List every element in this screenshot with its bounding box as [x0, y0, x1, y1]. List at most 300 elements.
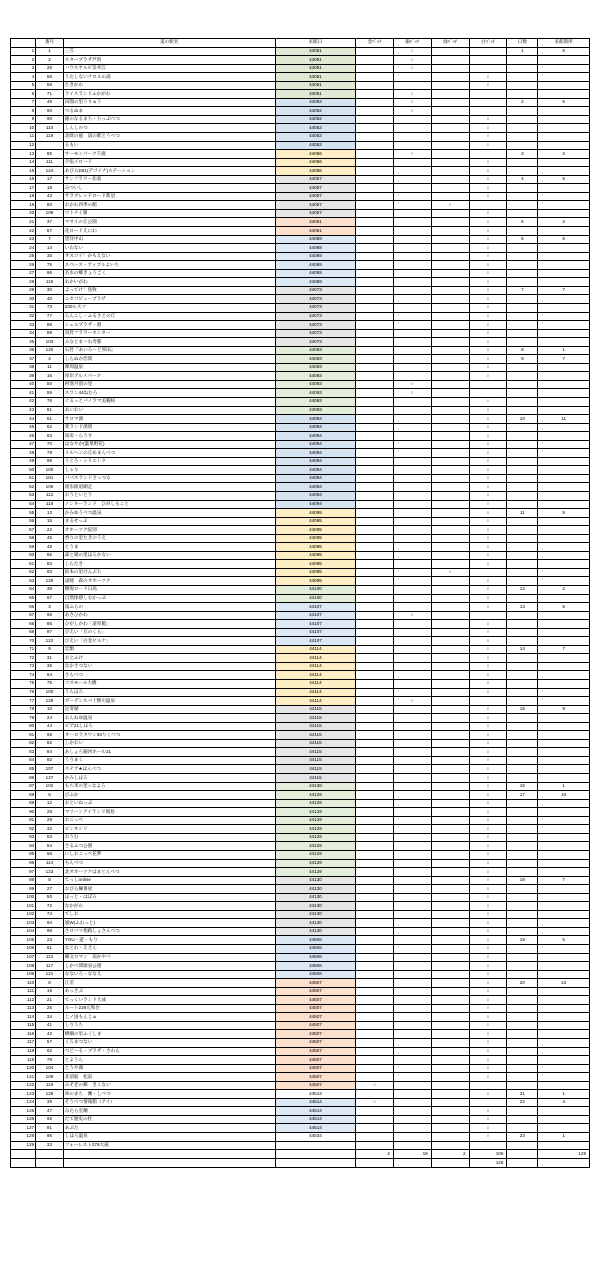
- station-number-cell: 73: [36, 303, 64, 312]
- grand-total-green-cell: [431, 1159, 469, 1168]
- green-badge-cell: [431, 252, 469, 261]
- station-number-cell: 127: [36, 774, 64, 783]
- visit-date-cell: 44094: [275, 474, 355, 483]
- row-number-cell: 68: [11, 620, 36, 629]
- visit-date-cell: 44052: [275, 98, 355, 107]
- visit-count-cell: 7: [538, 876, 590, 885]
- row-number-cell: 57: [11, 526, 36, 535]
- table-row: [11, 799, 590, 808]
- row-number-cell: 88: [11, 791, 36, 800]
- station-number-cell: 50: [36, 893, 64, 902]
- silver-badge-cell: [393, 244, 431, 253]
- gold-badge-cell: [356, 141, 394, 150]
- row-number-cell: 65: [11, 594, 36, 603]
- table-row: [11, 722, 590, 731]
- station-number-cell: 25: [36, 1004, 64, 1013]
- gold-badge-cell: [356, 714, 394, 723]
- silver-badge-cell: [393, 662, 431, 671]
- row-number-cell: 72: [11, 654, 36, 663]
- row-number-cell: 31: [11, 303, 36, 312]
- row-number-cell: 109: [11, 970, 36, 979]
- visit-count-cell: 4: [538, 1098, 590, 1107]
- station-name-cell: フォーレスト276大滝: [63, 1141, 275, 1150]
- table-row: [11, 902, 590, 911]
- table-row: [11, 876, 590, 885]
- station-name-cell: しらたき: [63, 560, 275, 569]
- totals-gold-cell: 2: [356, 1150, 394, 1159]
- station-number-cell: 16: [36, 372, 64, 381]
- day-count-cell: [507, 363, 538, 372]
- visit-date-cell: 44051: [275, 56, 355, 65]
- silver-badge-cell: [393, 568, 431, 577]
- green-badge-cell: [431, 1115, 469, 1124]
- visit-count-cell: [538, 124, 590, 133]
- green-badge-cell: [431, 47, 469, 56]
- gold-badge-cell: [356, 534, 394, 543]
- station-name-cell: あいおい: [63, 406, 275, 415]
- station-name-cell: マオイの丘公園: [63, 218, 275, 227]
- green-badge-cell: [431, 953, 469, 962]
- table-row: [11, 705, 590, 714]
- station-number-cell: 38: [36, 586, 64, 595]
- station-number-cell: 55: [36, 551, 64, 560]
- visit-count-cell: [538, 654, 590, 663]
- green-badge-cell: [431, 962, 469, 971]
- table-row: [11, 150, 590, 159]
- day-count-cell: [507, 141, 538, 150]
- station-number-cell: 41: [36, 1021, 64, 1030]
- station-name-cell: うたしないチロルの湯: [63, 73, 275, 82]
- silver-badge-cell: [393, 722, 431, 731]
- station-name-cell: サラブレッドロード新冠: [63, 192, 275, 201]
- green-badge-cell: [431, 466, 469, 475]
- table-row: [11, 483, 590, 492]
- station-number-cell: 66: [36, 611, 64, 620]
- table-row: [11, 970, 590, 979]
- gold-badge-cell: [356, 457, 394, 466]
- station-name-cell: 香りの里たきのうえ: [63, 534, 275, 543]
- green-badge-cell: [431, 816, 469, 825]
- white-badge-cell: ○: [469, 457, 507, 466]
- visit-count-cell: [538, 825, 590, 834]
- silver-badge-cell: [393, 363, 431, 372]
- white-badge-cell: ○: [469, 483, 507, 492]
- station-name-cell: ライスランドふかがわ: [63, 90, 275, 99]
- visit-count-cell: [538, 739, 590, 748]
- table-row: [11, 346, 590, 355]
- visit-date-cell: 44115: [275, 739, 355, 748]
- green-badge-cell: [431, 150, 469, 159]
- gold-badge-cell: [356, 321, 394, 330]
- visit-count-cell: [538, 1124, 590, 1133]
- station-name-cell: びえい「丘のくら」: [63, 628, 275, 637]
- table-row: [11, 816, 590, 825]
- visit-date-cell: 44056: [275, 150, 355, 159]
- station-name-cell: メルヘンの丘めまんべつ: [63, 449, 275, 458]
- day-count-cell: [507, 1073, 538, 1082]
- table-row: [11, 979, 590, 988]
- station-name-cell: サロマ湖: [63, 415, 275, 424]
- gold-badge-cell: [356, 1115, 394, 1124]
- table-row: [11, 1107, 590, 1116]
- visit-date-cell: 44115: [275, 765, 355, 774]
- silver-badge-cell: [393, 218, 431, 227]
- station-name-cell: みそぎの郷 きこない: [63, 1081, 275, 1090]
- silver-badge-cell: [393, 979, 431, 988]
- row-number-cell: 54: [11, 500, 36, 509]
- gold-badge-cell: [356, 970, 394, 979]
- day-count-cell: [507, 697, 538, 706]
- station-number-cell: 78: [36, 1056, 64, 1065]
- station-number-cell: 97: [36, 628, 64, 637]
- silver-badge-cell: [393, 885, 431, 894]
- green-badge-cell: [431, 115, 469, 124]
- green-badge-cell: [431, 722, 469, 731]
- silver-badge-cell: [393, 859, 431, 868]
- visit-count-cell: [538, 970, 590, 979]
- day-count-cell: [507, 816, 538, 825]
- visit-date-cell: 44507: [275, 1081, 355, 1090]
- day-count-cell: [507, 192, 538, 201]
- visit-count-cell: [538, 321, 590, 330]
- row-number-cell: 26: [11, 261, 36, 270]
- visit-count-cell: [538, 765, 590, 774]
- table-row: [11, 859, 590, 868]
- totals-white-cell: 106: [469, 1150, 507, 1159]
- row-number-cell: 105: [11, 936, 36, 945]
- station-number-cell: 27: [36, 885, 64, 894]
- table-row: [11, 680, 590, 689]
- column-header-green: 緑ﾊﾞｯﾁ: [431, 39, 469, 48]
- day-count-cell: [507, 996, 538, 1005]
- green-badge-cell: [431, 910, 469, 919]
- white-badge-cell: ○: [469, 654, 507, 663]
- table-row: [11, 500, 590, 509]
- gold-badge-cell: [356, 338, 394, 347]
- station-number-cell: 3: [36, 603, 64, 612]
- table-row: [11, 235, 590, 244]
- visit-count-cell: [538, 338, 590, 347]
- gold-badge-cell: [356, 261, 394, 270]
- station-number-cell: 128: [36, 697, 64, 706]
- station-number-cell: 124: [36, 167, 64, 176]
- visit-count-cell: [538, 885, 590, 894]
- station-number-cell: 98: [36, 927, 64, 936]
- white-badge-cell: ○: [469, 893, 507, 902]
- white-badge-cell: ○: [469, 1030, 507, 1039]
- white-badge-cell: ○: [469, 1073, 507, 1082]
- silver-badge-cell: [393, 286, 431, 295]
- gold-badge-cell: [356, 1073, 394, 1082]
- row-number-cell: 80: [11, 722, 36, 731]
- row-number-cell: 44: [11, 415, 36, 424]
- row-number-cell: 2: [11, 56, 36, 65]
- visit-date-cell: 44057: [275, 192, 355, 201]
- white-badge-cell: ○: [469, 321, 507, 330]
- station-name-cell: うとろ・シリエトク: [63, 457, 275, 466]
- white-badge-cell: ○: [469, 680, 507, 689]
- station-name-cell: はなやか(葉菜野花): [63, 440, 275, 449]
- row-number-cell: 120: [11, 1064, 36, 1073]
- table-row: [11, 312, 590, 321]
- white-badge-cell: ○: [469, 919, 507, 928]
- green-badge-cell: [431, 645, 469, 654]
- gold-badge-cell: [356, 517, 394, 526]
- day-count-cell: [507, 491, 538, 500]
- station-name-cell: さらべつ: [63, 671, 275, 680]
- white-badge-cell: ○: [469, 748, 507, 757]
- visit-date-cell: 44114: [275, 654, 355, 663]
- column-header-white: 白ﾊﾞｯﾁ: [469, 39, 507, 48]
- visit-count-cell: [538, 474, 590, 483]
- station-number-cell: 32: [36, 825, 64, 834]
- row-number-cell: 121: [11, 1073, 36, 1082]
- station-number-cell: 113: [36, 953, 64, 962]
- station-name-cell: 森と湖の里ほろかない: [63, 551, 275, 560]
- gold-badge-cell: [356, 98, 394, 107]
- white-badge-cell: ○: [469, 124, 507, 133]
- gold-badge-cell: [356, 303, 394, 312]
- silver-badge-cell: [393, 278, 431, 287]
- station-number-cell: 77: [36, 312, 64, 321]
- gold-badge-cell: [356, 133, 394, 142]
- silver-badge-cell: [393, 816, 431, 825]
- day-count-cell: 14: [507, 645, 538, 654]
- day-count-cell: [507, 1056, 538, 1065]
- gold-badge-cell: [356, 218, 394, 227]
- visit-count-cell: [538, 56, 590, 65]
- visit-count-cell: [538, 209, 590, 218]
- silver-badge-cell: [393, 346, 431, 355]
- station-name-cell: 阿寒丹頂の里: [63, 380, 275, 389]
- day-count-cell: [507, 423, 538, 432]
- day-count-cell: [507, 731, 538, 740]
- visit-date-cell: 44114: [275, 671, 355, 680]
- row-number-cell: 96: [11, 859, 36, 868]
- white-badge-cell: ○: [469, 739, 507, 748]
- day-count-cell: [507, 107, 538, 116]
- white-badge-cell: ○: [469, 833, 507, 842]
- gold-badge-cell: [356, 603, 394, 612]
- station-number-cell: 24: [36, 714, 64, 723]
- visit-date-cell: 44061: [275, 227, 355, 236]
- white-badge-cell: ○: [469, 765, 507, 774]
- visit-count-cell: [538, 628, 590, 637]
- station-number-cell: 2: [36, 56, 64, 65]
- table-row: [11, 1004, 590, 1013]
- visit-date-cell: 44057: [275, 209, 355, 218]
- table-row: [11, 1021, 590, 1030]
- row-number-cell: 46: [11, 432, 36, 441]
- visit-count-cell: 9: [538, 509, 590, 518]
- white-badge-cell: ○: [469, 842, 507, 851]
- white-badge-cell: ○: [469, 628, 507, 637]
- visit-count-cell: [538, 389, 590, 398]
- silver-badge-cell: [393, 73, 431, 82]
- visit-count-cell: [538, 833, 590, 842]
- station-name-cell: おびら鰊番屋: [63, 885, 275, 894]
- row-number-cell: 20: [11, 209, 36, 218]
- row-number-cell: 64: [11, 586, 36, 595]
- table-body: [11, 47, 590, 1150]
- grand-total-white-cell: 128: [469, 1159, 507, 1168]
- grand-total-silver-cell: [393, 1159, 431, 1168]
- white-badge-cell: ○: [469, 509, 507, 518]
- silver-badge-cell: [393, 372, 431, 381]
- day-count-cell: [507, 209, 538, 218]
- white-badge-cell: ○: [469, 175, 507, 184]
- green-badge-cell: [431, 662, 469, 671]
- table-row: [11, 868, 590, 877]
- gold-badge-cell: [356, 509, 394, 518]
- silver-badge-cell: [393, 1004, 431, 1013]
- gold-badge-cell: [356, 1056, 394, 1065]
- table-row: [11, 286, 590, 295]
- white-badge-cell: ○: [469, 209, 507, 218]
- station-number-cell: 57: [36, 1038, 64, 1047]
- silver-badge-cell: [393, 235, 431, 244]
- visit-date-cell: 44129: [275, 842, 355, 851]
- gold-badge-cell: [356, 628, 394, 637]
- table-row: [11, 987, 590, 996]
- white-badge-cell: ○: [469, 286, 507, 295]
- row-number-cell: 74: [11, 671, 36, 680]
- table-row: [11, 1013, 590, 1022]
- silver-badge-cell: [393, 303, 431, 312]
- gold-badge-cell: [356, 731, 394, 740]
- silver-badge-cell: [393, 799, 431, 808]
- station-name-cell: ステア★ほんべつ: [63, 765, 275, 774]
- day-count-cell: 7: [507, 286, 538, 295]
- white-badge-cell: ○: [469, 850, 507, 859]
- row-number-cell: 83: [11, 748, 36, 757]
- table-row: [11, 756, 590, 765]
- table-row: [11, 423, 590, 432]
- gold-badge-cell: [356, 688, 394, 697]
- gold-badge-cell: [356, 1124, 394, 1133]
- day-count-cell: [507, 526, 538, 535]
- table-row: [11, 184, 590, 193]
- silver-badge-cell: [393, 953, 431, 962]
- silver-badge-cell: [393, 1073, 431, 1082]
- gold-badge-cell: [356, 372, 394, 381]
- gold-badge-cell: [356, 90, 394, 99]
- green-badge-cell: [431, 1081, 469, 1090]
- day-count-cell: [507, 799, 538, 808]
- white-badge-cell: ○: [469, 1038, 507, 1047]
- day-count-cell: [507, 910, 538, 919]
- station-number-cell: 81: [36, 406, 64, 415]
- visit-date-cell: 44094: [275, 491, 355, 500]
- gold-badge-cell: [356, 577, 394, 586]
- station-number-cell: 125: [36, 577, 64, 586]
- day-count-cell: [507, 1081, 538, 1090]
- visit-count-cell: [538, 466, 590, 475]
- station-name-cell: なかがわ: [63, 902, 275, 911]
- white-badge-cell: ○: [469, 466, 507, 475]
- green-badge-cell: [431, 1107, 469, 1116]
- visit-count-cell: [538, 1107, 590, 1116]
- table-row: [11, 107, 590, 116]
- green-badge-cell: [431, 432, 469, 441]
- table-row: [11, 457, 590, 466]
- day-count-cell: 22: [507, 1098, 538, 1107]
- table-row: [11, 927, 590, 936]
- silver-badge-cell: ○: [393, 150, 431, 159]
- gold-badge-cell: [356, 380, 394, 389]
- white-badge-cell: ○: [469, 910, 507, 919]
- station-number-cell: 74: [36, 910, 64, 919]
- visit-count-cell: [538, 756, 590, 765]
- table-row: [11, 141, 590, 150]
- gold-badge-cell: [356, 235, 394, 244]
- silver-badge-cell: [393, 526, 431, 535]
- visit-count-cell: [538, 269, 590, 278]
- table-row: [11, 98, 590, 107]
- visit-date-cell: 44129: [275, 850, 355, 859]
- row-number-cell: 89: [11, 799, 36, 808]
- table-row: [11, 893, 590, 902]
- visit-count-cell: [538, 115, 590, 124]
- day-count-cell: [507, 962, 538, 971]
- station-number-cell: 99: [36, 457, 64, 466]
- visit-count-cell: 11: [538, 415, 590, 424]
- row-number-cell: 126: [11, 1115, 36, 1124]
- totals-no-cell: [36, 1150, 64, 1159]
- day-count-cell: [507, 859, 538, 868]
- visit-count-cell: 7: [538, 645, 590, 654]
- table-row: [11, 654, 590, 663]
- green-badge-cell: [431, 833, 469, 842]
- station-number-cell: 40: [36, 295, 64, 304]
- gold-badge-cell: [356, 64, 394, 73]
- day-count-cell: 16: [507, 782, 538, 791]
- gold-badge-cell: [356, 1021, 394, 1030]
- green-badge-cell: [431, 517, 469, 526]
- row-number-cell: 11: [11, 133, 36, 142]
- gold-badge-cell: [356, 611, 394, 620]
- white-badge-cell: ○: [469, 688, 507, 697]
- gold-badge-cell: [356, 107, 394, 116]
- station-name-cell: 北欧の風 道の駅とうべつ: [63, 133, 275, 142]
- visit-count-cell: 1: [538, 1090, 590, 1099]
- visit-count-cell: 6: [538, 98, 590, 107]
- visit-date-cell: 44114: [275, 680, 355, 689]
- white-badge-cell: ○: [469, 1056, 507, 1065]
- visit-count-cell: [538, 902, 590, 911]
- white-badge-cell: [469, 47, 507, 56]
- green-badge-cell: [431, 73, 469, 82]
- station-number-cell: 119: [36, 133, 64, 142]
- visit-count-cell: [538, 1030, 590, 1039]
- table-row: [11, 671, 590, 680]
- visit-date-cell: 44506: [275, 936, 355, 945]
- table-row: [11, 406, 590, 415]
- station-name-cell: しほろ温泉: [63, 1133, 275, 1142]
- visit-date-cell: 44507: [275, 1030, 355, 1039]
- station-number-cell: 53: [36, 833, 64, 842]
- visit-date-cell: 44052: [275, 124, 355, 133]
- day-count-cell: [507, 372, 538, 381]
- day-count-cell: [507, 167, 538, 176]
- gold-badge-cell: [356, 697, 394, 706]
- station-number-cell: 14: [36, 244, 64, 253]
- station-number-cell: 51: [36, 415, 64, 424]
- visit-count-cell: [538, 363, 590, 372]
- station-number-cell: 52: [36, 423, 64, 432]
- white-badge-cell: ○: [469, 415, 507, 424]
- station-name-cell: シェルプラザ・港: [63, 321, 275, 330]
